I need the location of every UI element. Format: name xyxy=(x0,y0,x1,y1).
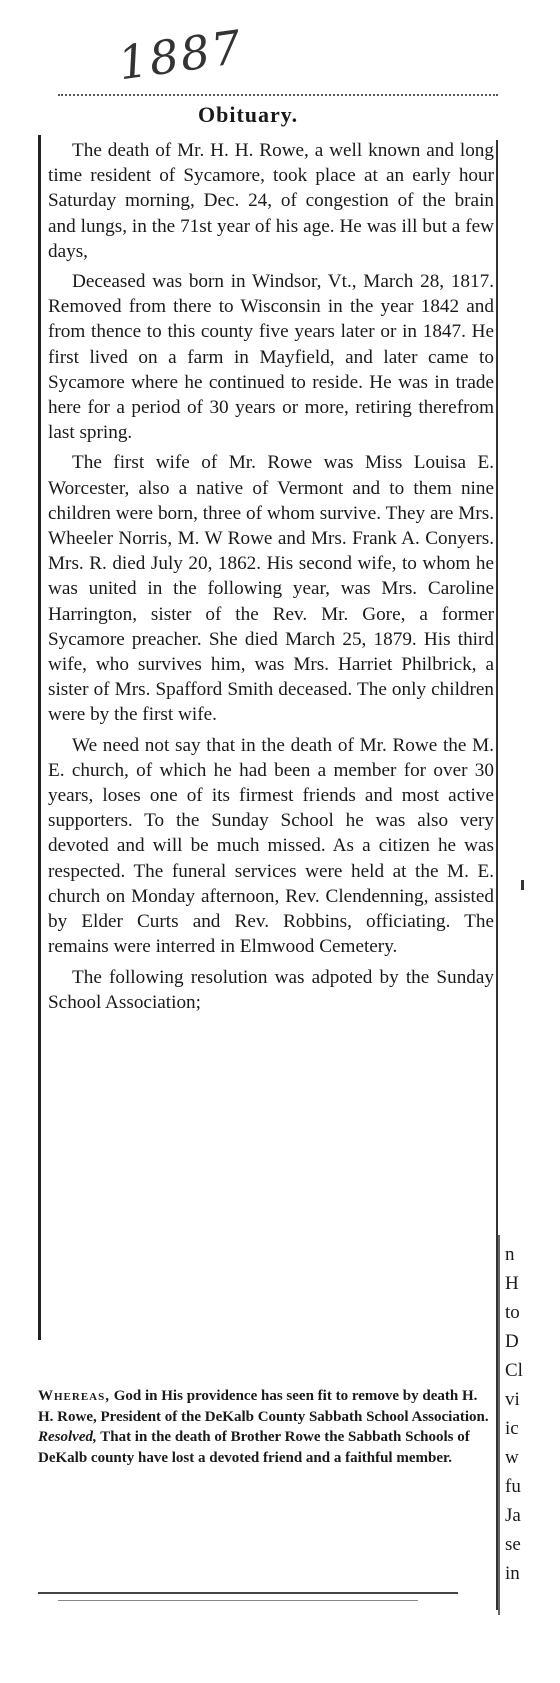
paragraph-family: The first wife of Mr. Rowe was Miss Louisa E. Worcester, also a native of Vermont and to them nine children were born, three of whom survive. They are Mrs. Wheeler Norris, M. W Rowe and Mrs. Frank A. Conyers. Mrs. R. died July 20, 1862. His second wife, to whom he was united in the following year, was Mrs. Caroline Harrington, sister of the Rev. Mr. Gore, a former Sycamore preacher. She died March 25, 1879. His third wife, who survives him, was Mrs. Harriet Philbrick, a sister of Mrs. Spafford Smith deceased. The only children were by the first wife. xyxy=(48,452,494,726)
neighbor-line: to xyxy=(505,1302,520,1323)
paragraph-biography: Deceased was born in Windsor, Vt., March 28, 1817. Removed from there to Wisconsin in the year 1842 and from thence to this county five years later or in 1847. He first lived on a farm in Mayfield, and later came to Sycamore where he continued to reside. He was in trade here for a period of 30 years or more, retiring therefrom last spring. xyxy=(48,271,494,444)
paragraph-resolution-intro: The following resolution was adpoted by the Sunday School Association; xyxy=(48,966,494,1013)
stray-mark xyxy=(521,880,524,890)
left-column-border xyxy=(38,135,41,1340)
neighbor-line: Ja xyxy=(505,1505,521,1526)
paragraph-church-funeral: We need not say that in the death of Mr. Rowe the M. E. church, of which he had been a member for over 30 years, loses one of its firmest friends and most active supporters. To the Sunday School he was also very devoted and will be much missed. As a citizen he was respected. The funeral services were held at the M. E. church on Monday afternoon, Rev. Clendenning, assisted by Elder Curts and Rev. Robbins, officiating. The remains were interred in Elmwood Cemetery. xyxy=(48,734,494,958)
neighbor-line: se xyxy=(505,1534,521,1555)
article-body xyxy=(48,138,494,1020)
whereas-lead: Whereas, xyxy=(38,1388,110,1404)
resolution-resolved xyxy=(38,1427,490,1468)
neighbor-line: H xyxy=(505,1273,519,1294)
resolution-block xyxy=(38,1386,490,1468)
neighbor-line: D xyxy=(505,1331,519,1352)
neighbor-line: Cl xyxy=(505,1360,523,1381)
bottom-rule-secondary xyxy=(58,1600,418,1601)
neighbor-line: ic xyxy=(505,1418,519,1439)
neighbor-line: w xyxy=(505,1447,519,1468)
top-rule xyxy=(58,94,498,96)
neighbor-column-rule xyxy=(498,1235,500,1615)
bottom-rule xyxy=(38,1592,458,1594)
resolved-text: That in the death of Brother Rowe the Sabbath Schools of DeKalb county have lost a devoted friend and a faithful member. xyxy=(38,1429,470,1466)
newspaper-clipping xyxy=(38,100,500,1625)
neighbor-column-fragment xyxy=(505,1240,560,1588)
handwritten-year-annotation: 1887 xyxy=(114,19,247,91)
resolved-lead: Resolved, xyxy=(38,1429,97,1445)
whereas-text: God in His providence has seen fit to remove by death H. H. Rowe, President of the DeKalb County Sabbath School Association. xyxy=(38,1388,489,1425)
article-headline: Obituary. xyxy=(198,102,299,127)
neighbor-line: vi xyxy=(505,1389,520,1410)
resolution-whereas xyxy=(38,1386,490,1427)
paragraph-death-notice: The death of Mr. H. H. Rowe, a well known and long time resident of Sycamore, took place at an early hour Saturday morning, Dec. 24, of congestion of the brain and lungs, in the 71st year of his age. He was ill but a few days, xyxy=(48,140,494,262)
neighbor-line: fu xyxy=(505,1476,521,1497)
neighbor-line: n xyxy=(505,1244,515,1265)
neighbor-line: in xyxy=(505,1563,520,1584)
